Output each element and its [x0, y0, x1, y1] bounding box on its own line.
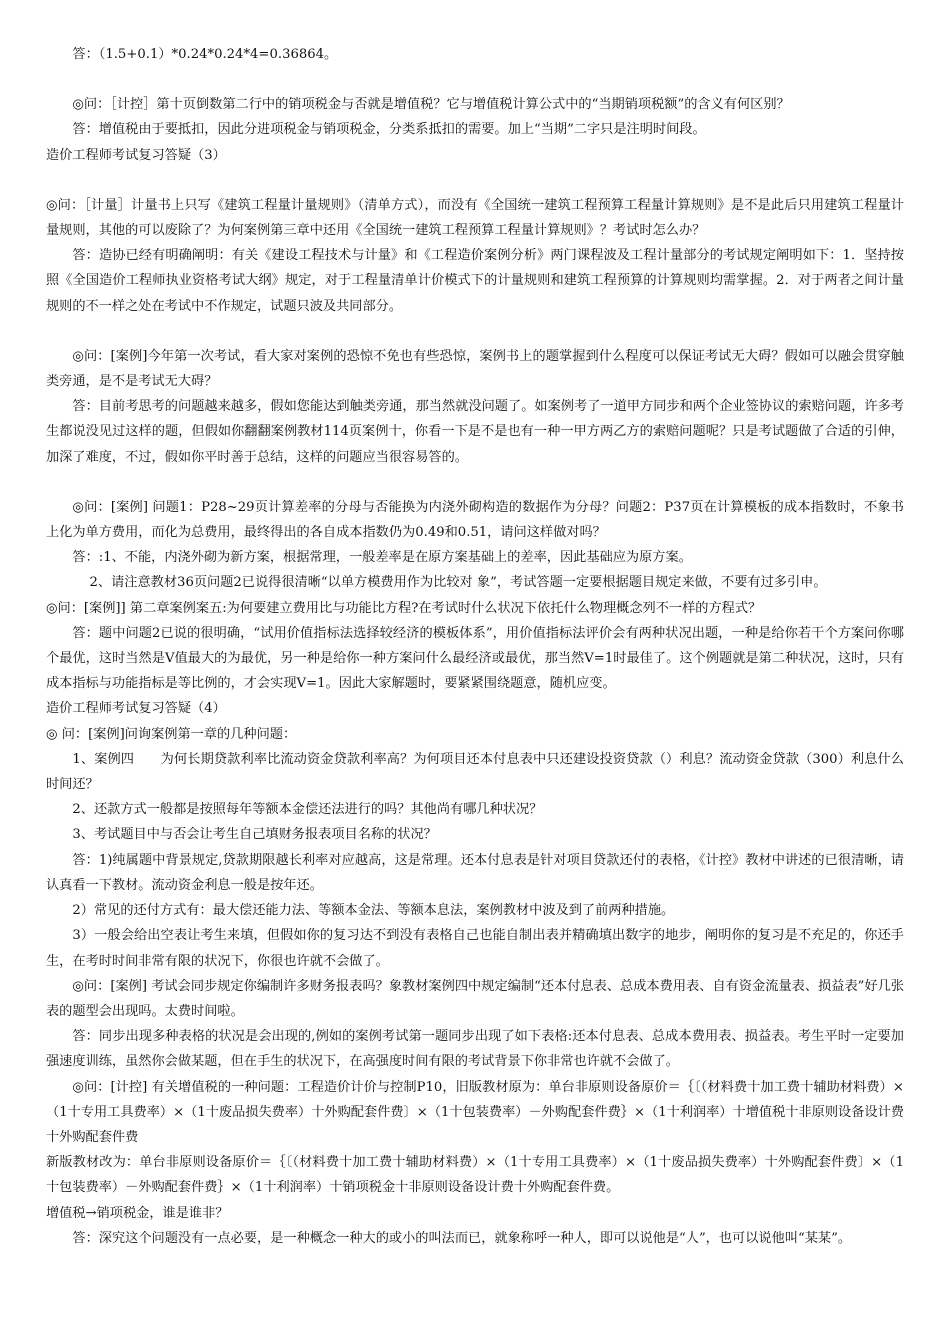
formula-paragraph: 新版教材改为：单台非原则设备原价＝｛〔（材料费十加工费十辅助材料费）×（1十专用工具费率）×（1十废品损失费率）十外购配套件费〕×（1十包装费率）－外购配套件费｝×（1十利润率）十销项税金十非原则设备设计费十外购配套件费。 — [46, 1155, 904, 1196]
answer-paragraph: 2、请注意教材36页问题2已说得很清晰“以单方模费用作为比较对 象”，考试答题一定要根据题目规定来做，不要有过多引申。 — [89, 575, 827, 591]
answer-paragraph: 答：（1.5+0.1）*0.24*0.24*4=0.36864。 — [72, 47, 338, 62]
answer-paragraph: 答：增值税由于要抵扣，因此分进项税金与销项税金，分类系抵扣的需要。加上“当期”二字只是注明时间段。 — [72, 122, 706, 138]
answer-paragraph: 答：:1、不能，内浇外砌为新方案，根据常理，一般差率是在原方案基础上的差率，因此基础应为原方案。 — [72, 550, 692, 566]
question-paragraph: ◎问：[案例]] 第二章案例案五:为何要建立费用比与功能比方程?在考试时什么状况下依托什么物理概念列不一样的方程式？ — [46, 600, 762, 616]
blank-line — [46, 168, 904, 193]
answer-paragraph: 答：题中问题2已说的很明确，“试用价值指标法选择较经济的模板体系”，用价值指标法评价会有两种状况出题，一种是给你若干个方案问你哪个最优，这时当然是V值最大的为最优，另一种是给你一种方案问什么最经济或最优，那当然V=1时最佳了。这个例题就是第二种状况，这时，只有成本指标与功能指标是等比例的，才会实现V=1。因此大家解题时，要紧紧围绕题意，随机应变。 — [46, 625, 904, 692]
question-item: 3、考试题目中与否会让考生自己填财务报表项目名称的状况？ — [72, 827, 437, 843]
answer-item: 2）常见的还付方式有：最大偿还能力法、等额本金法、等额本息法，案例教材中波及到了前两种措施。 — [72, 903, 675, 919]
answer-item: 3）一般会给出空表让考生来填，但假如你的复习达不到没有表格自己也能自制出表并精确填出数字的地步，阐明你的复习是不充足的，你还手生，在考时时间非常有限的状况下，你很也许就不会做了。 — [46, 928, 904, 969]
answer-paragraph: 答：目前考思考的问题越来越多，假如您能达到触类旁通，那当然就没问题了。如案例考了一道甲方同步和两个企业签协议的索赔问题，许多考生都说没见过这样的题，但假如你翻翻案例教材114页案例十，你看一下是不是也有一种一甲方两乙方的索赔问题呢？只是考试题做了合适的引伸，加深了难度，不过，假如你平时善于总结，这样的问题应当很容易答的。 — [46, 399, 904, 465]
blank-line — [46, 319, 904, 344]
question-paragraph: ◎问：［计量］计量书上只写《建筑工程量计量规则》（清单方式），而没有《全国统一建筑工程预算工程量计算规则》是不是此后只用建筑工程量计量规则，其他的可以废除了？为何案例第三章中还用《全国统一建筑工程预算工程量计算规则》？考试时怎么办？ — [46, 197, 904, 239]
answer-paragraph: 答：深究这个问题没有一点必要，是一种概念一种大的或小的叫法而已，就象称呼一种人，即可以说他是“人”，也可以说他叫“某某”。 — [72, 1230, 852, 1246]
question-paragraph: 增值税→销项税金，谁是谁非？ — [46, 1205, 229, 1221]
section-heading: 造价工程师考试复习答疑（3） — [46, 147, 226, 163]
question-paragraph: ◎问：[计控] 有关增值税的一种问题：工程造价计价与控制P10，旧版教材原为：单台非原则设备原价＝｛〔（材料费十加工费十辅助材料费）×（1十专用工具费率）×（1十废品损失费率）十外购配套件费〕×（1十包装费率）－外购配套件费｝×（1十利润率）十增值税十非原则设备设计费十外购配套件费 — [46, 1079, 904, 1145]
section-heading: 造价工程师考试复习答疑（4） — [46, 701, 226, 717]
question-paragraph: ◎问：[案例]今年第一次考试，看大家对案例的恐惊不免也有些恐惊，案例书上的题掌握到什么程度可以保证考试无大碍？假如可以融会贯穿触类旁通，是不是考试无大碍？ — [46, 348, 904, 390]
question-paragraph: ◎ 问：[案例]问询案例第一章的几种问题： — [46, 726, 297, 742]
question-paragraph: ◎问：［计控］第十页倒数第二行中的销项税金与否就是增值税？它与增值税计算公式中的“当期销项税额”的含义有何区别？ — [72, 97, 790, 113]
question-item: 1、案例四 为何长期贷款利率比流动资金贷款利率高？为何项目还本付息表中只还建设投资贷款（）利息？流动资金贷款（300）利息什么时间还？ — [46, 751, 904, 793]
answer-paragraph: 答：造协已经有明确阐明：有关《建设工程技术与计量》和《工程造价案例分析》两门课程波及工程计量部分的考试规定阐明如下：1．坚持按照《全国造价工程师执业资格考试大纲》规定，对于工程量清单计价模式下的计量规则和建筑工程预算的计算规则均需掌握。2．对于两者之间计量规则的不一样之处在考试中不作规定，试题只波及共同部分。 — [46, 248, 904, 314]
question-item: 2、还款方式一般都是按照每年等额本金偿还法进行的吗？其他尚有哪几种状况？ — [72, 802, 543, 818]
question-paragraph: ◎问：[案例] 问题1：P28~29页计算差率的分母与否能换为内浇外砌构造的数据作为分母？问题2：P37页在计算模板的成本指数时，不象书上化为单方费用，而化为总费用，最终得出的各自成本指数仍为0.49和0.51，请问这样做对吗？ — [46, 499, 904, 541]
answer-paragraph: 答：同步出现多种表格的状况是会出现的,例如的案例考试第一题同步出现了如下表格:还本付息表、总成本费用表、损益表。考生平时一定要加强速度训练，虽然你会做某题，但在手生的状况下，在高强度时间有限的考试背景下你非常也许就不会做了。 — [46, 1029, 904, 1070]
blank-line — [46, 470, 904, 495]
blank-line — [46, 67, 904, 92]
question-paragraph: ◎问：[案例] 考试会同步规定你编制许多财务报表吗？象教材案例四中规定编制“还本付息表、总成本费用表、自有资金流量表、损益表”好几张表的题型会出现吗。太费时间啦。 — [46, 978, 904, 1019]
answer-paragraph: 答：1)纯属题中背景规定,贷款期限越长利率对应越高，这是常理。还本付息表是针对项目贷款还付的表格，《计控》教材中讲述的已很清晰，请认真看一下教材。流动资金利息一般是按年还。 — [46, 852, 904, 893]
